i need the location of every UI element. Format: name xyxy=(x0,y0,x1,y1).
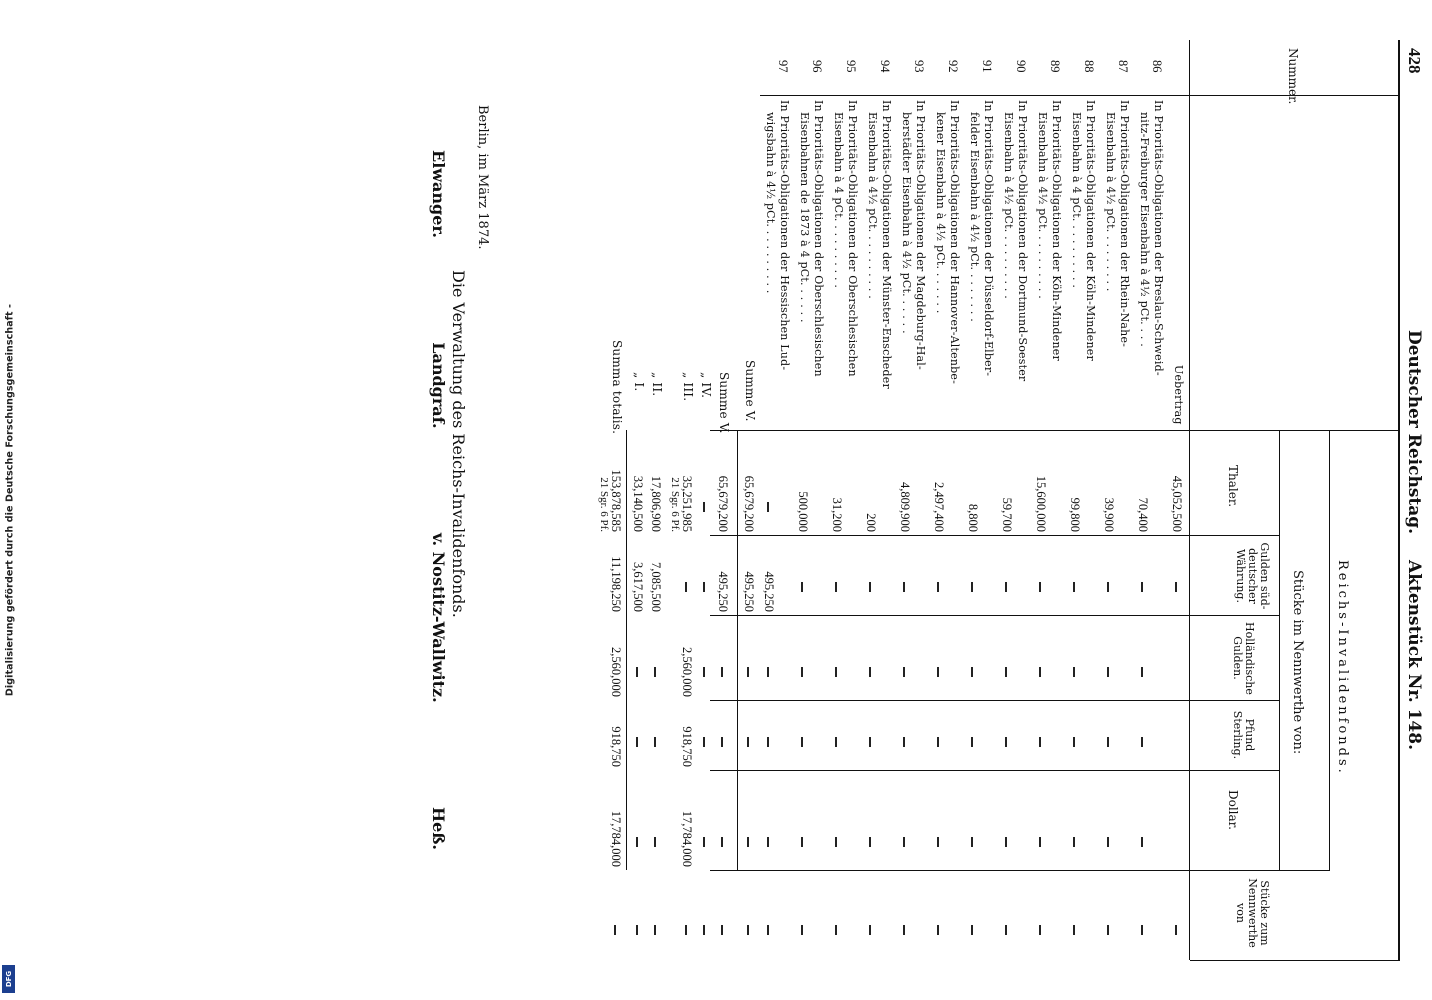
row-description: In Prioritäts-Obligationen der Köln-Mindener xyxy=(1050,100,1063,361)
cell-gulden: 495,250 xyxy=(762,571,776,612)
header-bottom-rule xyxy=(1189,40,1190,960)
row-number: 88 xyxy=(1082,60,1096,73)
row-number: 93 xyxy=(912,60,926,73)
cell-holl-dash xyxy=(870,667,872,677)
footer-authority: Die Verwaltung des Reichs-Invalidenfonds. xyxy=(449,270,468,618)
cell-dollar-dash xyxy=(1142,837,1144,847)
cell-pfund: 918,750 xyxy=(609,726,623,767)
cell-stuecke-dash xyxy=(972,925,974,935)
cell-dollar-dash xyxy=(722,837,724,847)
cell-dollar-dash xyxy=(1006,837,1008,847)
cell-gulden: 495,250 xyxy=(742,571,756,612)
cell-holl-dash xyxy=(1006,667,1008,677)
cell-holl-dash xyxy=(704,667,706,677)
col-header-dollar: Dollar. xyxy=(1226,790,1240,830)
cell-pfund-dash xyxy=(938,737,940,747)
cell-pfund-dash xyxy=(637,737,639,747)
signature-2: Landgraf. xyxy=(429,342,448,429)
cell-dollar-dash xyxy=(904,837,906,847)
header-rule xyxy=(1398,40,1400,960)
cell-gulden-dash xyxy=(686,582,688,592)
cell-thaler: 99,800 xyxy=(1068,497,1082,532)
cell-stuecke-dash xyxy=(655,925,657,935)
digitization-credit xyxy=(2,0,18,1000)
cell-gulden: 11,198,250 xyxy=(609,556,623,612)
cell-stuecke-dash xyxy=(704,925,706,935)
col-header-thaler: Thaler. xyxy=(1226,465,1240,508)
cell-pfund-dash xyxy=(1040,737,1042,747)
cell-gulden-dash xyxy=(904,582,906,592)
cell-holl-dash xyxy=(768,667,770,677)
cell-thaler: 31,200 xyxy=(830,497,844,532)
cell-pfund-dash xyxy=(768,737,770,747)
cell-pfund-dash xyxy=(904,737,906,747)
row-label: „ IV. xyxy=(699,372,713,399)
cell-pfund-dash xyxy=(802,737,804,747)
cell-holl-dash xyxy=(1040,667,1042,677)
cell-dollar: 17,784,000 xyxy=(609,810,623,867)
col-header-stuecke: Stücke zum Nennwerthe von xyxy=(1234,878,1271,948)
cell-thaler: 500,000 xyxy=(796,491,810,532)
row-description: In Prioritäts-Obligationen der Münster-Enscheder xyxy=(880,100,893,389)
row-label: Summe V. xyxy=(743,360,757,422)
signature-3: v. Nostitz-Wallwitz. xyxy=(429,532,448,703)
cell-thaler: 15,600,000 xyxy=(1034,475,1048,532)
cell-pfund-dash xyxy=(1108,737,1110,747)
cell-stuecke-dash xyxy=(1006,925,1008,935)
row-description: Eisenbahn à 4½ pCt. . . . . . . . . . xyxy=(1036,112,1049,299)
cell-pfund-dash xyxy=(1142,737,1144,747)
row-label: „ II. xyxy=(650,372,664,397)
cell-stuecke-dash xyxy=(904,925,906,935)
cell-stuecke-dash xyxy=(802,925,804,935)
cell-holl-dash xyxy=(972,667,974,677)
cell-dollar-dash xyxy=(938,837,940,847)
document-page xyxy=(430,0,1430,1000)
cell-pfund-dash xyxy=(870,737,872,747)
row-label: Summa totalis. xyxy=(610,340,624,435)
cell-pfund-dash xyxy=(722,737,724,747)
row-description: In Prioritäts-Obligationen der Hannover-Altenbe- xyxy=(948,100,961,384)
row-description: Eisenbahn à 4 pCt. . . . . . . . . . xyxy=(832,112,845,289)
cell-thaler-dash xyxy=(704,502,706,512)
row-description: In Prioritäts-Obligationen der Magdeburg-Hal- xyxy=(914,100,927,370)
cell-gulden-dash xyxy=(1108,582,1110,592)
cell-thaler: 45,052,500 xyxy=(1170,475,1184,532)
row-description: Eisenbahnen de 1873 à 4 pCt. . . . . . xyxy=(798,112,811,323)
col-rule-holl xyxy=(710,700,1280,701)
cell-thaler: 59,700 xyxy=(1000,497,1014,532)
row-label: „ III. xyxy=(681,372,695,402)
cell-thaler-dash xyxy=(768,502,770,512)
col-header-holl: Holländische Gulden. xyxy=(1231,622,1256,695)
col-rule-number xyxy=(760,95,1400,96)
cell-holl-dash xyxy=(655,667,657,677)
cell-stuecke-dash xyxy=(686,925,688,935)
cell-thaler: 4,809,900 xyxy=(898,482,912,532)
cell-holl-dash xyxy=(637,667,639,677)
col-rule-pfund xyxy=(710,770,1280,771)
row-number: 90 xyxy=(1014,60,1028,73)
cell-dollar-dash xyxy=(1074,837,1076,847)
footer-signatures xyxy=(429,150,448,850)
cell-stuecke-dash xyxy=(870,925,872,935)
row-number: 95 xyxy=(844,60,858,73)
cell-stuecke-dash xyxy=(722,925,724,935)
cell-thaler: 70,400 xyxy=(1136,497,1150,532)
publication-title: Deutscher Reichstag. xyxy=(1404,330,1424,535)
col-rule-dollar xyxy=(710,870,1330,871)
cell-dollar-dash xyxy=(802,837,804,847)
row-description: In Prioritäts-Obligationen der Düsseldorf-Elber- xyxy=(982,100,995,377)
cell-holl: 2,560,000 xyxy=(680,647,694,697)
cell-dollar-dash xyxy=(704,837,706,847)
row-number: 96 xyxy=(810,60,824,73)
row-description: berstädter Eisenbahn à 4½ pCt. . . . . . xyxy=(900,112,913,334)
right-frame xyxy=(1190,960,1400,961)
cell-dollar: 17,784,000 xyxy=(680,810,694,867)
title-rule xyxy=(1329,430,1330,870)
cell-pfund-dash xyxy=(972,737,974,747)
cell-holl: 2,560,000 xyxy=(609,647,623,697)
cell-gulden-dash xyxy=(972,582,974,592)
row-description: In Prioritäts-Obligationen der Dortmund-Soester xyxy=(1016,100,1029,382)
col-rule-gulden xyxy=(710,615,1280,616)
cell-gulden: 495,250 xyxy=(716,571,730,612)
cell-holl-dash xyxy=(748,667,750,677)
cell-holl-dash xyxy=(938,667,940,677)
cell-dollar-dash xyxy=(768,837,770,847)
cell-thaler: 65,679,200 xyxy=(742,475,756,532)
row-description: kener Eisenbahn à 4½ pCt. . . . . . . xyxy=(934,112,947,314)
summary-rule xyxy=(737,430,738,870)
row-number: 87 xyxy=(1116,60,1130,73)
cell-gulden-dash xyxy=(1006,582,1008,592)
row-description: Eisenbahn à 4½ pCt. . . . . . . . . . xyxy=(1002,112,1015,299)
cell-pfund-dash xyxy=(1006,737,1008,747)
row-description: In Prioritäts-Obligationen der Oberschlesischen xyxy=(812,100,825,377)
col-header-gulden: Gulden süd-deutscher Währung. xyxy=(1234,542,1271,610)
row-number: 86 xyxy=(1150,60,1164,73)
row-description: In Prioritäts-Obligationen der Hessischen Lud- xyxy=(778,100,791,371)
cell-pfund-dash xyxy=(704,737,706,747)
cell-holl-dash xyxy=(836,667,838,677)
cell-holl-dash xyxy=(1142,667,1144,677)
row-number: 92 xyxy=(946,60,960,73)
cell-pfund-dash xyxy=(1074,737,1076,747)
document-number: Aktenstück Nr. 148. xyxy=(1404,560,1424,751)
cell-dollar-dash xyxy=(836,837,838,847)
cell-stuecke-dash xyxy=(1074,925,1076,935)
cell-stuecke-dash xyxy=(1176,925,1178,935)
row-description: Eisenbahn à 4 pCt. . . . . . . . . . xyxy=(1070,112,1083,289)
cell-holl-dash xyxy=(1074,667,1076,677)
cell-gulden-dash xyxy=(1176,582,1178,592)
cell-stuecke-dash xyxy=(768,925,770,935)
cell-holl-dash xyxy=(904,667,906,677)
cell-stuecke-dash xyxy=(836,925,838,935)
footer-date: Berlin, im März 1874. xyxy=(475,105,490,250)
cell-dollar-dash xyxy=(1108,837,1110,847)
cell-holl-dash xyxy=(1108,667,1110,677)
group-rule xyxy=(1279,430,1280,870)
row-description: In Prioritäts-Obligationen der Köln-Mindener xyxy=(1084,100,1097,361)
col-header-number: Nummer. xyxy=(1286,48,1300,105)
cell-thaler: 35,251,985 xyxy=(680,475,694,532)
row-number: 89 xyxy=(1048,60,1062,73)
cell-gulden-dash xyxy=(704,582,706,592)
row-description: In Prioritäts-Obligationen der Oberschlesischen xyxy=(846,100,859,377)
cell-pfund-dash xyxy=(836,737,838,747)
cell-gulden-dash xyxy=(870,582,872,592)
row-description: wigsbahn à 4½ pCt. . . . . . . . . . xyxy=(764,112,777,294)
cell-thaler: 153,878,585 xyxy=(609,469,623,532)
row-number: 94 xyxy=(878,60,892,73)
col-header-pfund: Pfund Sterling. xyxy=(1231,710,1256,760)
signature-4: Heß. xyxy=(429,806,448,850)
cell-thaler: 39,900 xyxy=(1102,497,1116,532)
cell-thaler: 8,800 xyxy=(966,503,980,532)
cell-thaler: 200 xyxy=(864,513,878,532)
cell-stuecke-dash xyxy=(637,925,639,935)
cell-thaler: 2,497,400 xyxy=(932,482,946,532)
row-number: 91 xyxy=(980,60,994,73)
cell-gulden-dash xyxy=(1074,582,1076,592)
row-label: Summe V. xyxy=(717,372,731,434)
row-description: nitz-Freiburger Eisenbahn à 4½ pCt. . . . xyxy=(1138,112,1151,347)
cell-dollar-dash xyxy=(1040,837,1042,847)
page-number: 428 xyxy=(1405,48,1424,74)
credit-text: Digitalisierung gefördert durch die Deutsche Forschungsgemeinschaft - xyxy=(4,303,16,697)
cell-thaler-fraction: 21 Sgr. 6 Pf. xyxy=(598,477,610,532)
table-title: Reichs-Invalidenfonds. xyxy=(1335,560,1350,776)
cell-stuecke-dash xyxy=(938,925,940,935)
group-header: Stücke im Nennwerthe von: xyxy=(1290,570,1305,755)
cell-dollar-dash xyxy=(748,837,750,847)
row-description: Eisenbahn à 4½ pCt. . . . . . . . . . xyxy=(866,112,879,299)
total-rule xyxy=(626,430,627,870)
cell-gulden-dash xyxy=(938,582,940,592)
cell-stuecke-dash xyxy=(1040,925,1042,935)
cell-gulden-dash xyxy=(1142,582,1144,592)
row-number: 97 xyxy=(776,60,790,73)
cell-dollar-dash xyxy=(972,837,974,847)
cell-gulden: 3,617,500 xyxy=(631,562,645,612)
dfg-logo: DFG xyxy=(2,965,15,993)
cell-stuecke-dash xyxy=(1142,925,1144,935)
cell-stuecke-dash xyxy=(1108,925,1110,935)
cell-stuecke-dash xyxy=(615,925,617,935)
cell-stuecke-dash xyxy=(748,925,750,935)
cell-thaler: 65,679,200 xyxy=(716,475,730,532)
cell-pfund: 918,750 xyxy=(680,726,694,767)
row-description: In Prioritäts-Obligationen der Rhein-Nahe- xyxy=(1118,100,1131,348)
cell-gulden-dash xyxy=(1040,582,1042,592)
cell-gulden-dash xyxy=(802,582,804,592)
cell-dollar-dash xyxy=(870,837,872,847)
col-rule-desc xyxy=(710,430,1400,431)
cell-holl-dash xyxy=(802,667,804,677)
cell-thaler: 17,806,900 xyxy=(649,475,663,532)
cell-pfund-dash xyxy=(748,737,750,747)
cell-dollar-dash xyxy=(655,837,657,847)
signature-1: Elwanger. xyxy=(429,150,448,238)
cell-pfund-dash xyxy=(655,737,657,747)
row-description: felder Eisenbahn à 4½ pCt. . . . . . . . xyxy=(968,112,981,322)
row-description: Uebertrag xyxy=(1172,365,1185,425)
row-label: „ I. xyxy=(632,372,646,392)
cell-thaler-fraction: 21 Sgr. 6 Pf. xyxy=(669,477,681,532)
col-rule-thaler xyxy=(710,535,1280,536)
cell-thaler: 33,140,500 xyxy=(631,475,645,532)
cell-holl-dash xyxy=(722,667,724,677)
row-description: Eisenbahn à 4½ pCt. . . . . . . . . xyxy=(1104,112,1117,292)
cell-dollar-dash xyxy=(637,837,639,847)
row-description: In Prioritäts-Obligationen der Breslau-Schweid- xyxy=(1152,100,1165,376)
cell-gulden-dash xyxy=(836,582,838,592)
cell-gulden: 7,085,500 xyxy=(649,562,663,612)
